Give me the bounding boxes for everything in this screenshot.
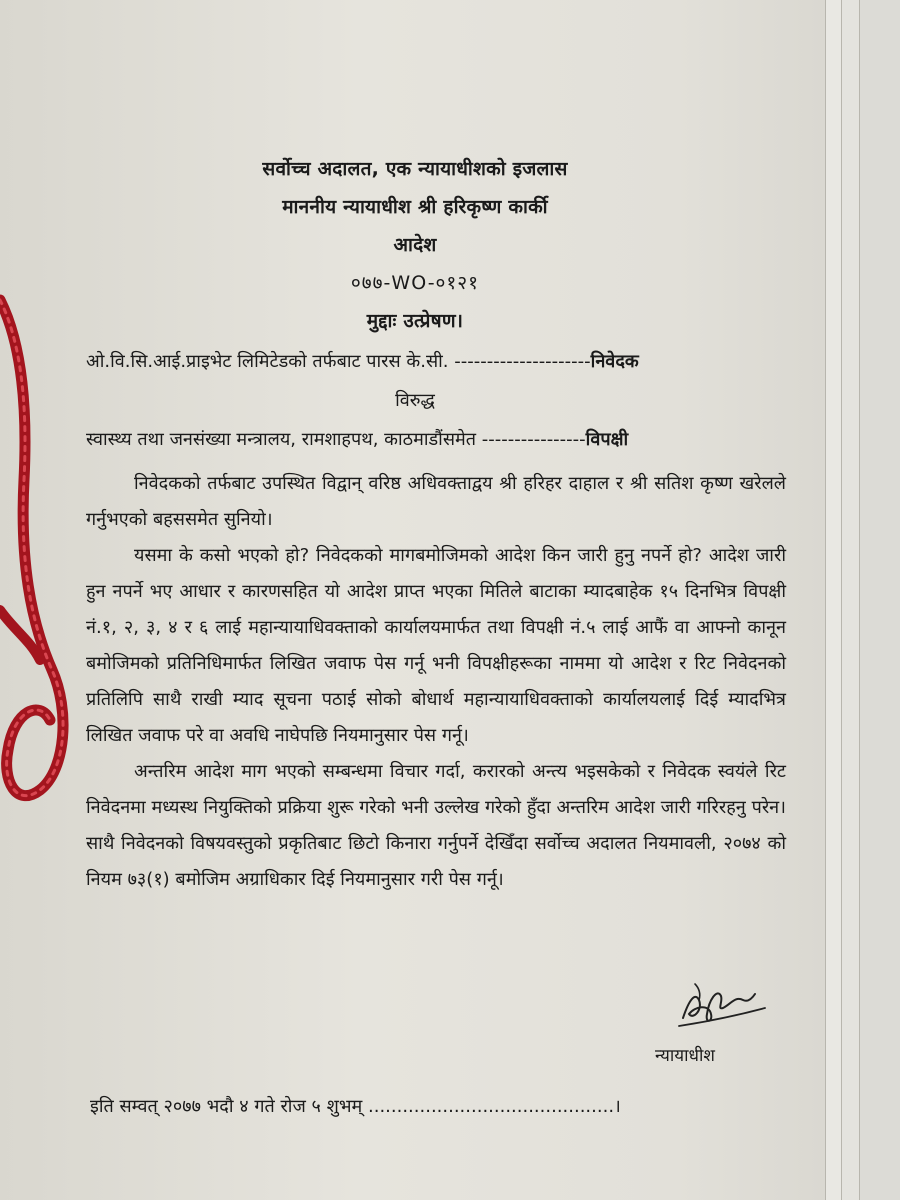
respondent-dashes: ---------------- — [476, 429, 586, 450]
paragraph-show-cause: यसमा के कसो भएको हो? निवेदकको मागबमोजिमको आदेश किन जारी हुनु नपर्ने हो? आदेश जारी हुन नपर्ने भए आधार र कारणसहित यो आदेश प्राप्त भएका मितिले बाटाका म्यादबाहेक १५ दिनभित्र विपक्षी नं.१, २, ३, ४ र ६ लाई महान्यायाधिवक्ताको कार्यालयमार्फत तथा विपक्षी नं.५ लाई आफैं वा आफ्नो कानून बमोजिमको प्रतिनिधिमार्फत लिखित जवाफ पेस गर्नू भनी विपक्षीहरूका नाममा यो आदेश र रिट निवेदनको प्रतिलिपि साथै राखी म्याद सूचना पठाई सोको बोधार्थ महान्यायाधिवक्ताको कार्यालयलाई दिई म्यादभित्र लिखित जवाफ परे वा अवधि नाघेपछि नियमानुसार पेस गर्नू। — [86, 545, 786, 746]
respondent-name: स्वास्थ्य तथा जनसंख्या मन्त्रालय, रामशाहपथ, काठमाडौंसमेत — [86, 429, 477, 450]
paragraph-interim-order: अन्तरिम आदेश माग भएको सम्बन्धमा विचार गर्दा, करारको अन्त्य भइसकेको र निवेदक स्वयंले रिट निवेदनमा मध्यस्थ नियुक्तिको प्रक्रिया शुरू गरेको भनी उल्लेख गरेको हुँदा अन्तरिम आदेश जारी गरिरहनु परेन। साथै निवेदनको विषयवस्तुको प्रकृतिबाट छिटो किनारा गर्नुपर्ने देखिँदा सर्वोच्च अदालत नियमावली, २०७४ को नियम ७३(१) बमोजिम अग्राधिकार दिई नियमानुसार गरी पेस गर्नू। — [86, 761, 786, 890]
order-header — [0, 150, 830, 340]
case-number: ०७७-WO-०१२१ — [350, 272, 480, 294]
respondent-role: विपक्षी — [585, 429, 629, 450]
respondent-line — [86, 426, 628, 454]
document-type: आदेश — [393, 234, 437, 256]
signature-title: न्यायाधीश — [655, 1046, 715, 1066]
paragraph-hearing: निवेदकको तर्फबाट उपस्थित विद्वान् वरिष्ठ अधिवक्ताद्वय श्री हरिहर दाहाल र श्री सतिश कृष्ण खरेलले गर्नुभएको बहससमेत सुनियो। — [86, 473, 786, 530]
case-subject: मुद्दाः उत्प्रेषण। — [366, 310, 464, 332]
petitioner-name: ओ.वि.सि.आई.प्राइभेट लिमिटेडको तर्फबाट पारस के.सी. — [86, 351, 449, 372]
order-body — [86, 466, 786, 898]
judge-signature — [665, 970, 775, 1040]
judge-name: माननीय न्यायाधीश श्री हरिकृष्ण कार्की — [282, 196, 548, 218]
petitioner-line — [86, 348, 639, 376]
petitioner-role: निवेदक — [590, 351, 639, 372]
court-name: सर्वोच्च अदालत, एक न्यायाधीशको इजलास — [262, 158, 568, 180]
versus-label: विरुद्ध — [395, 390, 435, 411]
petitioner-dashes: --------------------- — [448, 351, 591, 372]
date-line: इति सम्वत् २०७७ भदौ ४ गते रोज ५ शुभम् ...........................................। — [90, 1096, 621, 1117]
